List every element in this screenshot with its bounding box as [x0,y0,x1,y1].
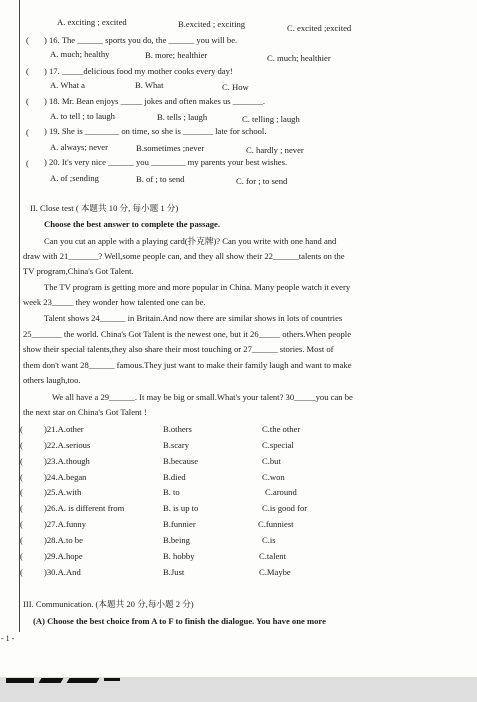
q19-option-c: C. hardly ; never [246,145,304,155]
cloze-row-option-a: )23.A.though [44,456,90,466]
q20-option-a: A. of ;sending [50,173,99,183]
cloze-row-option-c: C.the other [262,424,301,434]
cloze-row-option-b: B.being [163,535,190,545]
cloze-row-paren: ( [20,440,23,450]
cloze-row-paren: ( [20,487,23,497]
cloze-row-paren: ( [20,503,23,513]
q16-stem: ) 16. The ______ sports you do, the ______ you will be. [44,35,238,45]
passage-line: others laugh,too. [23,375,81,385]
cloze-row-option-c: C.Maybe [259,567,291,577]
cloze-row-option-a: )25.A.with [44,487,82,497]
page-number: - 1 - [1,634,15,643]
q18-paren: ( [26,96,29,106]
q19-option-b: B.sometimes ;never [136,143,205,153]
q18-option-a: A. to tell ; to laugh [50,111,115,121]
q20-option-b: B. of ; to send [136,174,185,184]
cloze-row-option-a: )26.A. is different from [44,503,125,513]
passage-line: Talent shows 24______ in Britain.And now there are similar shows in lots of countries [44,313,343,323]
cloze-row-paren: ( [20,472,23,482]
q19-stem: ) 19. She is ________ on time, so she is _______ late for school. [44,126,267,136]
passage-line: We all have a 29______. It may be big or small.What's your talent? 30_____you can be [52,392,353,402]
passage-line: 25_______ the world. China's Got Talent is the newest one, but it 26_____ others.When people [23,329,352,339]
scan-mark [6,678,34,683]
passage-line: TV program,China's Got Talent. [23,266,134,276]
q16-option-b: B. more; healthier [145,50,208,60]
section3-heading: III. Communication. (本题共 20 分,每小题 2 分) [23,599,194,609]
cloze-row-option-c: C.funniest [258,519,294,529]
section2-heading: II. Close test ( 本题共 10 分, 每小题 1 分) [30,203,179,213]
q17-option-a: A. What a [50,80,85,90]
section3-instruction: (A) Choose the best choice from A to F to finish the dialogue. You have one more [33,616,326,626]
cloze-row-option-b: B.others [163,424,192,434]
scan-mark [39,678,64,683]
cloze-row-option-a: )27.A.funny [44,519,87,529]
cloze-row-paren: ( [20,535,23,545]
q19-option-a: A. always; never [50,142,108,152]
cloze-row-option-b: B.died [163,472,186,482]
q17-option-b: B. What [135,80,164,90]
cloze-row-option-b: B. hobby [163,551,195,561]
q20-option-c: C. for ; to send [236,176,288,186]
q17-option-c: C. How [222,82,249,92]
cloze-row-option-c: C.around [265,487,297,497]
cloze-row-option-c: C.special [262,440,294,450]
cloze-row-option-a: )29.A.hope [44,551,83,561]
cloze-row-option-b: B. to [163,487,180,497]
q15-option-a: A. exciting ; excited [57,17,127,27]
cloze-row-option-c: C.won [262,472,285,482]
section2-instruction: Choose the best answer to complete the passage. [44,219,220,229]
scan-mark [67,678,100,683]
passage-line: The TV program is getting more and more popular in China. Many people watch it every [44,282,351,292]
cloze-row-paren: ( [20,424,23,434]
passage-line: Can you cut an apple with a playing card(扑克牌)? Can you write with one hand and [44,236,337,246]
q17-paren: ( [26,66,29,76]
cloze-row-paren: ( [20,551,23,561]
q15-option-c: C. excited ;excited [287,23,352,33]
passage-line: week 23_____ they wonder how talented one can be. [23,297,206,307]
q17-stem: ) 17. _____delicious food my mother cooks every day! [44,66,233,76]
cloze-row-option-a: )22.A.serious [44,440,91,450]
q18-option-b: B. tells ; laugh [157,112,208,122]
passage-line: draw with 21_______? Well,some people can, and they all show their 22______talents on the [23,251,345,261]
cloze-row-paren: ( [20,567,23,577]
cloze-row-option-c: C.talent [259,551,286,561]
cloze-row-option-a: )21.A.other [44,424,84,434]
passage-line: the next star on China's Got Talent ! [23,407,147,417]
cloze-row-option-b: B. is up to [163,503,199,513]
q18-stem: ) 18. Mr. Bean enjoys _____ jokes and often makes us _______. [44,96,266,106]
scan-mark [104,678,120,681]
cloze-row-option-b: B.scary [163,440,190,450]
q20-stem: ) 20. It's very nice ______ you ________ my parents your best wishes. [44,157,288,167]
passage-line: show their special talents,they also share their most touching or 27______ stories. Most of [23,344,334,354]
q16-option-a: A. much; healthy [50,49,110,59]
cloze-row-option-a: )30.A.And [44,567,81,577]
cloze-row-option-b: B.funnier [163,519,196,529]
cloze-row-option-c: C.is [262,535,276,545]
cloze-row-option-c: C.is good for [262,503,308,513]
passage-line: them don't want 28______ famous.They just want to make their family laugh and want to make [23,360,352,370]
cloze-row-option-a: )28.A.to be [44,535,83,545]
cloze-row-option-a: )24.A.began [44,472,87,482]
cloze-row-option-c: C.but [262,456,281,466]
cloze-row-option-b: B.Just [163,567,185,577]
q16-option-c: C. much; healthier [267,53,331,63]
cloze-row-paren: ( [20,519,23,529]
q19-paren: ( [26,127,29,137]
cloze-row-paren: ( [20,456,23,466]
q20-paren: ( [26,158,29,168]
q18-option-c: C. telling ; laugh [242,114,300,124]
q16-paren: ( [26,35,29,45]
cloze-row-option-b: B.because [163,456,199,466]
q15-option-b: B.excited ; exciting [178,19,246,29]
